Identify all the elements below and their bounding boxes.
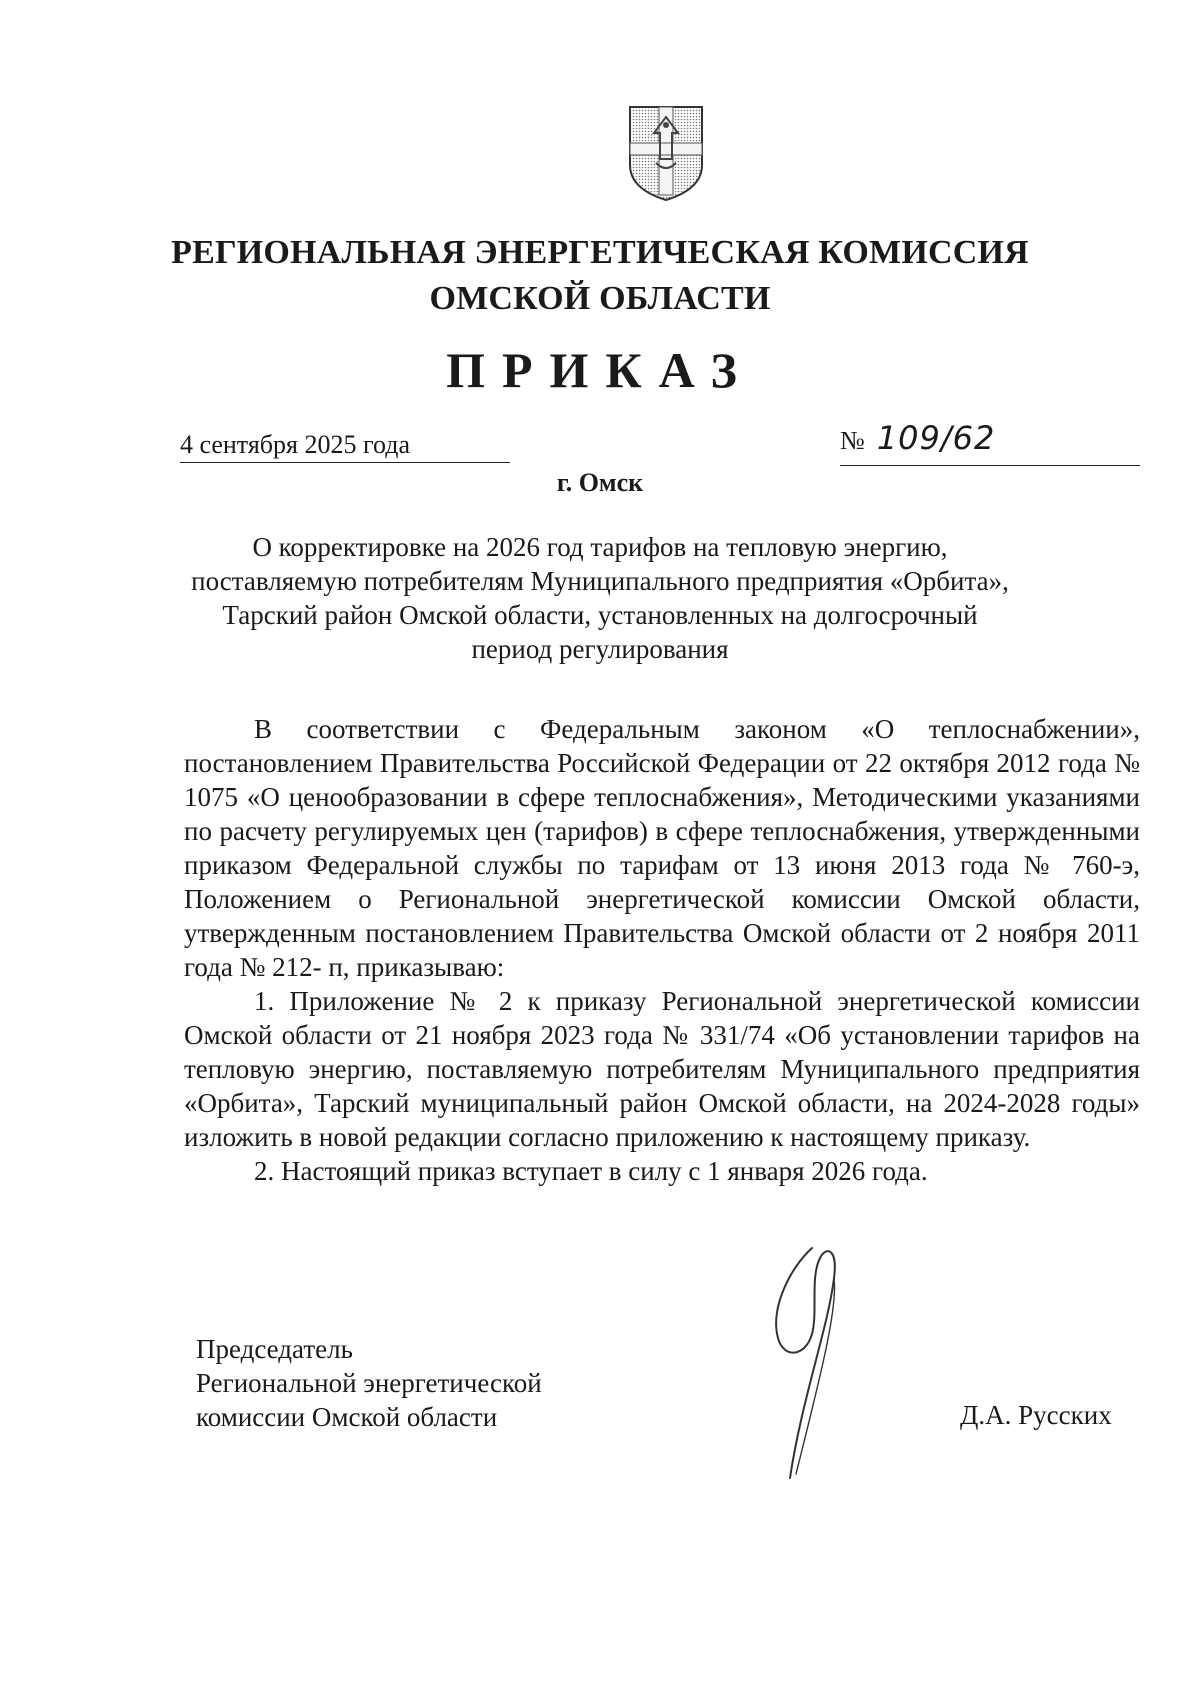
document-date: 4 сентября 2025 года [180, 430, 510, 463]
signer-title-line: Председатель [196, 1334, 353, 1364]
document-city: г. Омск [556, 468, 644, 497]
number-prefix: № [840, 426, 865, 455]
body-item-1: 1. Приложение № 2 к приказу Региональной энергетической комиссии Омской области от 21 ноября 2023 года № 331/74 «Об установлении тарифов на тепловую энергию, поставляемую потребителям Муниципального предприятия «Орбита», Тарский муниципальный район Омской области, на 2024-2028 годы» изложить в новой редакции согласно приложению к настоящему приказу. [184, 986, 1140, 1152]
org-line-2: ОМСКОЙ ОБЛАСТИ [429, 280, 771, 317]
signer-name: Д.А. Русских [960, 1400, 1112, 1430]
organization-name [150, 230, 1050, 322]
org-line-1: РЕГИОНАЛЬНАЯ ЭНЕРГЕТИЧЕСКАЯ КОМИССИЯ [171, 234, 1029, 271]
coat-of-arms-icon [626, 103, 706, 203]
document-subject [150, 530, 1050, 666]
document-type: ПРИКАЗ [446, 342, 754, 398]
signer-title-line: Региональной энергетической [196, 1368, 542, 1398]
signer-title-line: комиссии Омской области [196, 1402, 498, 1432]
signer-title [196, 1332, 542, 1434]
subject-line: поставляемую потребителям Муниципального предприятия «Орбита», [191, 566, 1009, 596]
handwritten-signature [750, 1238, 870, 1488]
document-body [184, 712, 1140, 1188]
subject-line: Тарский район Омской области, установленных на долгосрочный [222, 600, 978, 630]
subject-line: О корректировке на 2026 год тарифов на тепловую энергию, [252, 532, 948, 562]
subject-line: период регулирования [471, 634, 729, 664]
body-preamble: В соответствии с Федеральным законом «О теплоснабжении», постановлением Правительства Российской Федерации от 22 октября 2012 года № 1075 «О ценообразовании в сфере теплоснабжения», Методическими указаниями по расчету регулируемых цен (тарифов) в сфере теплоснабжения, утвержденными приказом Федеральной службы по тарифам от 13 июня 2013 года № 760-э, Положением о Региональной энергетической комиссии Омской области, утвержденным постановлением Правительства Омской области от 2 ноября 2011 года № 212- п, приказываю: [184, 714, 1140, 982]
number-value: 109/62 [876, 419, 996, 457]
body-item-2: 2. Настоящий приказ вступает в силу с 1 января 2026 года. [254, 1156, 928, 1186]
document-number [840, 418, 1140, 466]
